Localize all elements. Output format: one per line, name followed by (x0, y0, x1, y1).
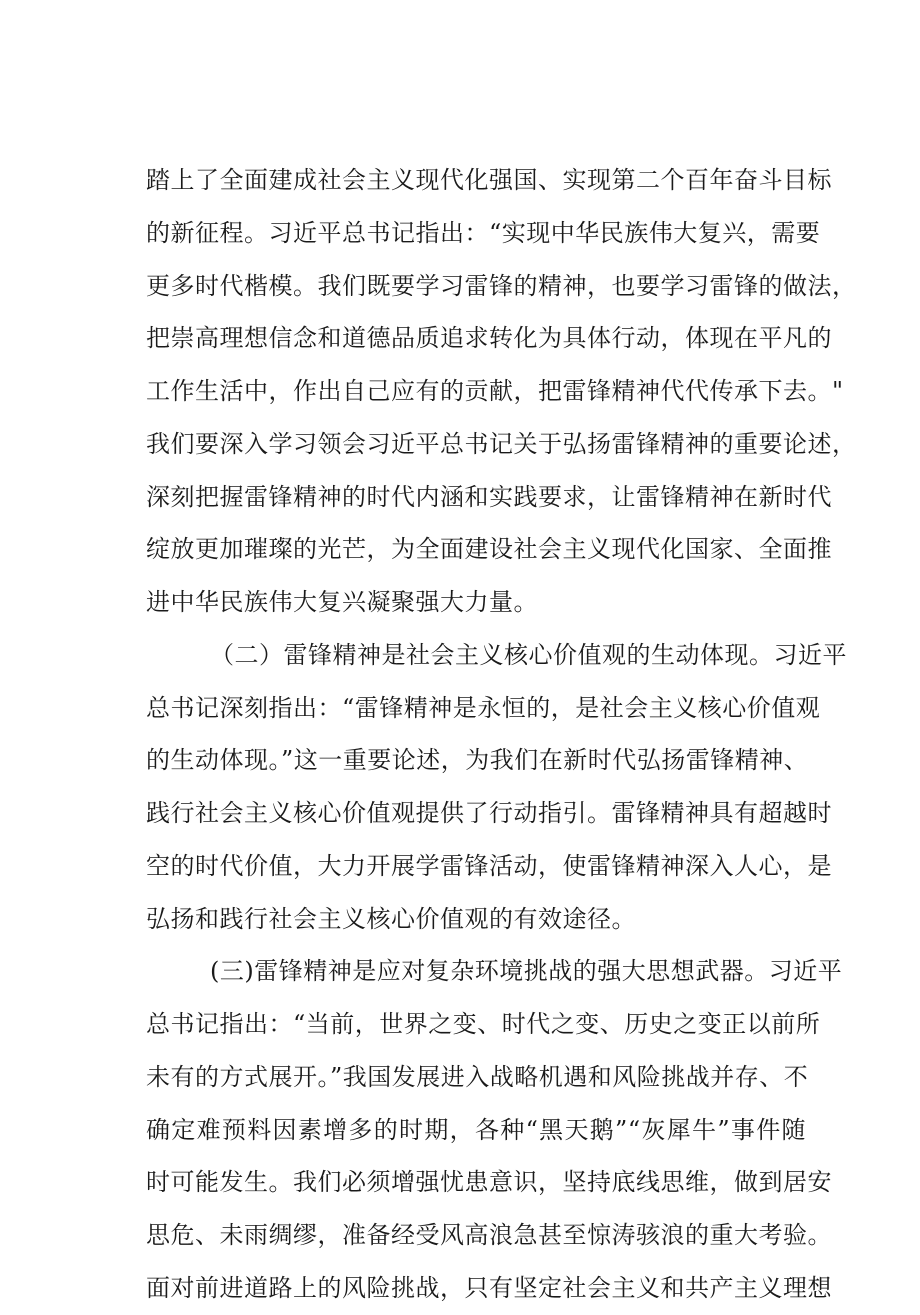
text-line: 未有的方式展开。”我国发展进入战略机遇和风险挑战并存、不 (146, 1062, 809, 1091)
text-line: 深刻把握雷锋精神的时代内涵和实践要求，让雷锋精神在新时代 (146, 482, 832, 511)
section-heading-line: （二）雷锋精神是社会主义核心价值观的生动体现。习近平 (210, 640, 847, 669)
section-heading-line: (三)雷锋精神是应对复杂环境挑战的强大思想武器。习近平 (210, 957, 843, 986)
text-line: 思危、未雨绸缪，准备经受风高浪急甚至惊涛骇浪的重大考验。 (146, 1221, 832, 1249)
text-line: 弘扬和践行社会主义核心价值观的有效途径。 (146, 904, 636, 933)
text-line: 绽放更加璀璨的光芒，为全面建设社会主义现代化国家、全面推 (146, 535, 832, 564)
text-line: 总书记指出：“当前，世界之变、时代之变、历史之变正以前所 (146, 1010, 821, 1038)
text-line: 践行社会主义核心价值观提供了行动指引。雷锋精神具有超越时 (146, 799, 832, 827)
text-line: 时可能发生。我们必须增强忧患意识，坚持底线思维，做到居安 (146, 1168, 832, 1197)
text-line: 的新征程。习近平总书记指出：“实现中华民族伟大复兴，需要 (146, 218, 821, 247)
text-line: 踏上了全面建成社会主义现代化强国、实现第二个百年奋斗目标 (146, 166, 832, 194)
text-line: 面对前进道路上的风险挑战，只有坚定社会主义和共产主义理想 (146, 1273, 832, 1302)
text-line: 把崇高理想信念和道德品质追求转化为具体行动，体现在平凡的 (146, 324, 832, 353)
text-line: 进中华民族伟大复兴凝聚强大力量。 (146, 588, 538, 616)
text-line: 我们要深入学习领会习近平总书记关于弘扬雷锋精神的重要论述， (146, 429, 857, 458)
body-text (146, 154, 857, 1315)
text-line: 更多时代楷模。我们既要学习雷锋的精神，也要学习雷锋的做法， (146, 271, 857, 300)
text-line: 的生动体现。”这一重要论述，为我们在新时代弘扬雷锋精神、 (146, 746, 809, 775)
text-line: 工作生活中，作出自己应有的贡献，把雷锋精神代代传承下去。" (146, 377, 844, 405)
text-line: 总书记深刻指出：“雷锋精神是永恒的，是社会主义核心价值观 (146, 693, 821, 722)
text-line: 空的时代价值，大力开展学雷锋活动，使雷锋精神深入人心，是 (146, 851, 832, 880)
text-line: 确定难预料因素增多的时期，各种“黑天鹅”“灰犀牛”事件随 (146, 1115, 806, 1144)
